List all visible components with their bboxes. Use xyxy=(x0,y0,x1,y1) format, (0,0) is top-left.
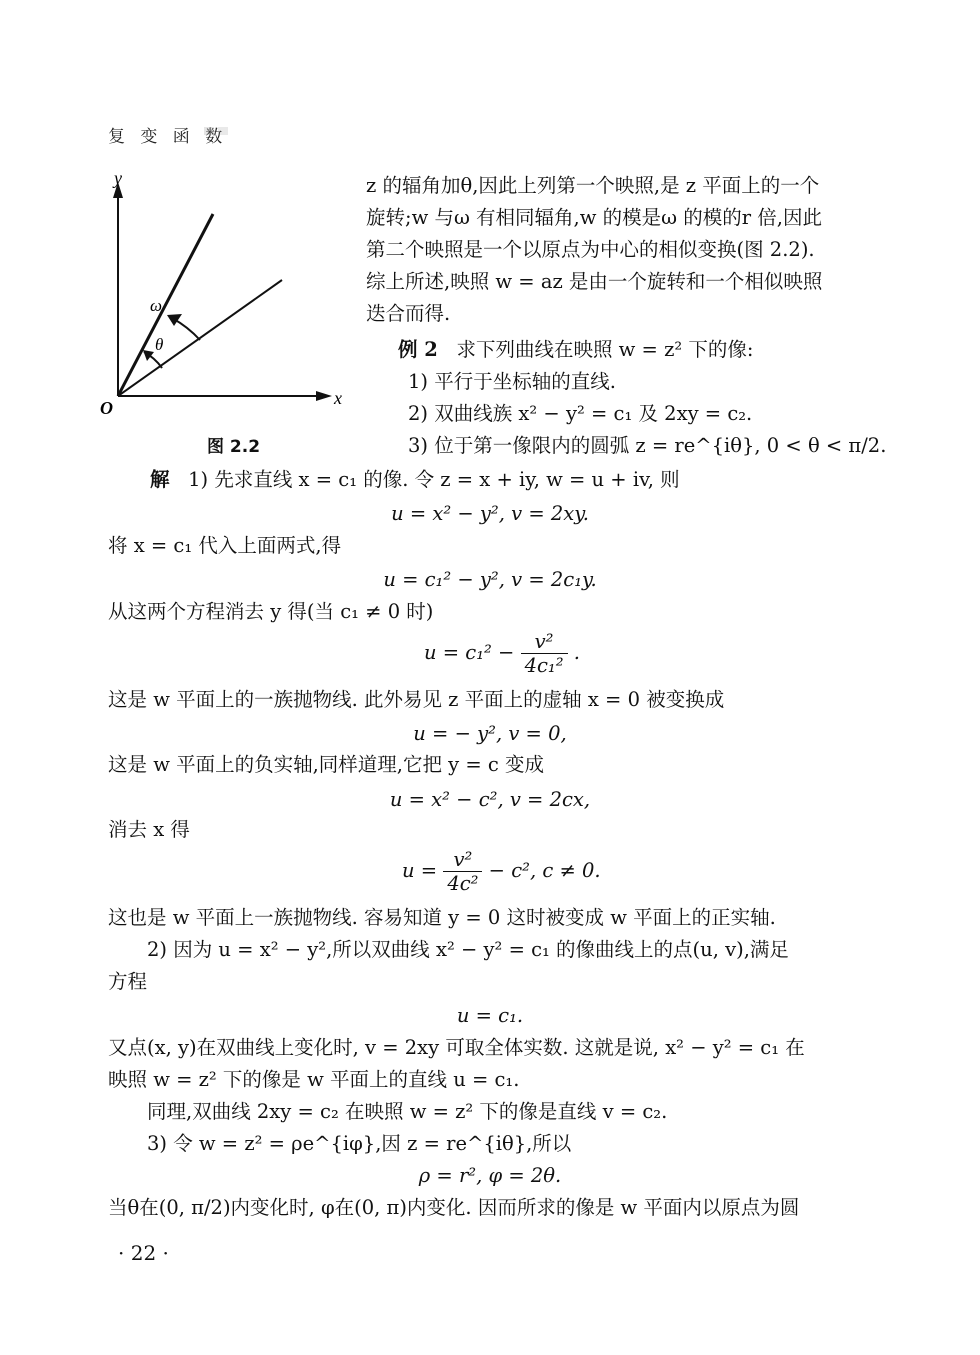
paragraph-line: 消去 x 得 xyxy=(108,818,190,841)
equation-1: u = x² − y², v = 2xy. xyxy=(391,502,589,525)
equation-8: ρ = r², φ = 2θ. xyxy=(418,1164,562,1187)
paragraph-line: 这也是 w 平面上一族抛物线. 容易知道 y = 0 这时被变成 w 平面上的正实轴. xyxy=(108,906,776,929)
eq3-fraction xyxy=(521,630,568,677)
paragraph-line: 从这两个方程消去 y 得(当 c₁ ≠ 0 时) xyxy=(108,600,434,623)
origin-label: O xyxy=(100,398,113,418)
figure-2-2-diagram xyxy=(100,168,350,468)
x-axis-label: x xyxy=(334,388,342,408)
paragraph-line: 第二个映照是一个以原点为中心的相似变换(图 2.2). xyxy=(366,238,815,261)
example-2-heading xyxy=(398,340,753,360)
eq6-denominator: 4c² xyxy=(447,872,479,895)
solution-label: 解 xyxy=(150,468,170,491)
ray-z xyxy=(118,280,282,396)
faint-header-marks xyxy=(204,124,264,138)
paragraph-line: 这是 w 平面上的负实轴,同样道理,它把 y = c 变成 xyxy=(108,753,545,776)
paragraph-line: 同理,双曲线 2xy = c₂ 在映照 w = z² 下的像是直线 v = c₂. xyxy=(147,1100,668,1123)
eq6-lhs: u = xyxy=(402,859,438,882)
theta-arrow xyxy=(143,350,154,361)
paragraph-line: 3) 令 w = z² = ρe^{iφ},因 z = re^{iθ},所以 xyxy=(147,1132,572,1155)
ray-omega xyxy=(118,214,213,396)
eq6-numerator: v² xyxy=(443,848,482,872)
solution-text: 1) 先求直线 x = c₁ 的像. 令 z = x + iy, w = u + iv, 则 xyxy=(188,468,680,491)
page-number: · 22 · xyxy=(118,1241,169,1265)
paragraph-line: 将 x = c₁ 代入上面两式,得 xyxy=(108,534,342,557)
example-text: 求下列曲线在映照 w = z² 下的像: xyxy=(456,338,754,361)
paragraph-line: 迭合而得. xyxy=(366,302,451,325)
eq3-numerator: v² xyxy=(521,630,568,654)
equation-3 xyxy=(424,630,580,677)
omega-label: ω xyxy=(150,296,163,315)
example-item-2: 2) 双曲线族 x² − y² = c₁ 及 2xy = c₂. xyxy=(408,402,753,425)
paragraph-line: z 的辐角加θ,因此上列第一个映照,是 z 平面上的一个 xyxy=(366,174,820,197)
eq6-fraction xyxy=(443,848,482,895)
equation-6 xyxy=(402,848,601,895)
eq3-lhs: u = c₁² − xyxy=(424,641,515,664)
paragraph-line: 旋转;w 与ω 有相同辐角,w 的模是ω 的模的r 倍,因此 xyxy=(366,206,822,229)
equation-7: u = c₁. xyxy=(456,1004,524,1027)
solution-line-1 xyxy=(150,470,680,490)
paragraph-line: 2) 因为 u = x² − y²,所以双曲线 x² − y² = c₁ 的像曲线上的点(u, v),满足 xyxy=(147,938,789,961)
eq3-denominator: 4c₁² xyxy=(524,654,564,677)
y-axis-label: y xyxy=(114,168,122,188)
theta-label: θ xyxy=(155,335,164,354)
example-item-3: 3) 位于第一像限内的圆弧 z = re^{iθ}, 0 < θ < π/2. xyxy=(408,434,887,457)
omega-arrow xyxy=(167,314,182,326)
equation-4: u = − y², v = 0, xyxy=(413,722,567,745)
eq3-tail: . xyxy=(573,641,580,664)
equation-2: u = c₁² − y², v = 2c₁y. xyxy=(383,568,597,591)
x-axis-arrow xyxy=(316,391,332,401)
equation-5: u = x² − c², v = 2cx, xyxy=(389,788,591,811)
example-item-1: 1) 平行于坐标轴的直线. xyxy=(408,370,616,393)
paragraph-line: 方程 xyxy=(108,970,148,993)
paragraph-line: 当θ在(0, π/2)内变化时, φ在(0, π)内变化. 因而所求的像是 w 平面内以原点为圆 xyxy=(108,1196,800,1219)
paragraph-line: 综上所述,映照 w = az 是由一个旋转和一个相似映照 xyxy=(366,270,823,293)
eq6-tail: − c², c ≠ 0. xyxy=(488,859,601,882)
paragraph-line: 映照 w = z² 下的像是 w 平面上的直线 u = c₁. xyxy=(108,1068,520,1091)
example-label: 例 2 xyxy=(398,338,438,361)
running-header: 复 变 函 数 xyxy=(108,127,228,147)
paragraph-line: 又点(x, y)在双曲线上变化时, v = 2xy 可取全体实数. 这就是说, x² − y² = c₁ 在 xyxy=(108,1036,805,1059)
paragraph-line: 这是 w 平面上的一族抛物线. 此外易见 z 平面上的虚轴 x = 0 被变换成 xyxy=(108,688,725,711)
figure-caption: 图 2.2 xyxy=(207,437,261,457)
